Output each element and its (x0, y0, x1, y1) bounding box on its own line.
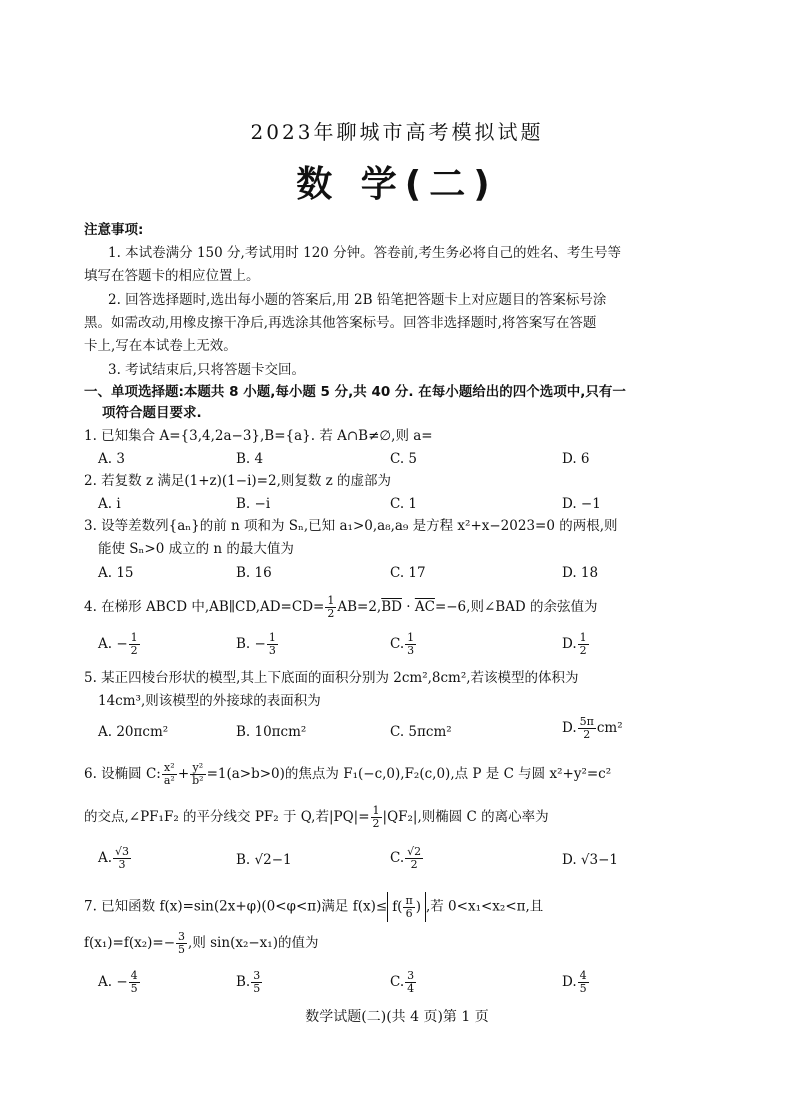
q5-option-c: C. 5πcm² (390, 724, 452, 740)
q4-option-b: B. − $\frac{1}{3}$ (236, 631, 276, 657)
exam-subject: 数 学(二) (296, 164, 498, 205)
q7-option-c: C. $\frac{3}{4}$ (390, 969, 415, 995)
vector-ac: $\overline{AC}$ (414, 599, 435, 615)
question-6-stem-cont: 的交点,∠PF₁F₂ 的平分线交 PF₂ 于 Q,若|PQ|= $\frac{1}{2}$ |QF₂|,则椭圆 C 的离心率为 (84, 804, 549, 830)
section-heading-cont: 项符合题目要求. (102, 405, 202, 421)
q6-option-d: D. √3−1 (562, 852, 619, 868)
page-footer: 数学试题(二)(共 4 页)第 1 页 (305, 1009, 489, 1025)
q3-option-b: B. 16 (236, 565, 272, 581)
question-3-stem-cont: 能使 Sₙ>0 成立的 n 的最大值为 (98, 541, 294, 557)
question-2-stem: 2. 若复数 z 满足(1+z)(1−i)=2,则复数 z 的虚部为 (84, 473, 392, 489)
notice-item-3: 3. 考试结束后,只将答题卡交回。 (108, 362, 305, 378)
vector-bd: $\overline{BD}$ (381, 599, 402, 615)
question-5-stem: 5. 某正四棱台形状的模型,其上下底面的面积分别为 2cm²,8cm²,若该模型的体积为 (84, 670, 579, 686)
question-7-stem-cont: f(x₁)=f(x₂)=− $\frac{3}{5}$ ,则 sin(x₂−x₁)的值为 (84, 930, 319, 956)
question-6-stem: 6. 设椭圆 C: $\frac{\text{x²}}{\text{a²}}$ + $\frac{\text{y²}}{\text{b²}}$ =1(a>b>0)的焦点为 F₁(−c,0),F₂(c,0),点 P 是 C 与圆 x²+y²=c² (84, 761, 612, 787)
notice-item-2-cont2: 卡上,写在本试卷上无效。 (84, 338, 237, 354)
notice-heading: 注意事项: (84, 222, 144, 238)
q7-option-b: B. $\frac{3}{5}$ (236, 969, 261, 995)
q6-option-b: B. √2−1 (236, 852, 292, 868)
q1-option-c: C. 5 (390, 451, 418, 467)
q4-option-a: A. − $\frac{1}{2}$ (98, 631, 138, 657)
q5-option-d: D. $\frac{5\pi}{2}$ cm² (562, 715, 623, 741)
q4-option-c: C. $\frac{1}{3}$ (390, 631, 415, 657)
q1-option-b: B. 4 (236, 451, 264, 467)
q5-option-b: B. 10πcm² (236, 724, 307, 740)
question-5-stem-cont: 14cm³,则该模型的外接球的表面积为 (98, 693, 321, 709)
q3-option-a: A. 15 (98, 565, 134, 581)
q2-option-d: D. −1 (562, 496, 601, 512)
q2-option-a: A. i (98, 496, 121, 512)
q6-option-a: A. $\frac{√3}{3}$ (98, 845, 130, 871)
q1-option-a: A. 3 (98, 451, 125, 467)
question-7-stem: 7. 已知函数 f(x)=sin(2x+φ)(0<φ<π)满足 f(x)≤ f( $\frac{\pi}{6}$ ) ,若 0<x₁<x₂<π,且 (84, 894, 544, 920)
notice-item-1-cont: 填写在答题卡的相应位置上。 (84, 268, 260, 284)
q7-option-d: D. $\frac{4}{5}$ (562, 969, 587, 995)
q7-option-a: A. − $\frac{4}{5}$ (98, 969, 138, 995)
q2-option-b: B. −i (236, 496, 271, 512)
section-heading: 一、单项选择题:本题共 8 小题,每小题 5 分,共 40 分. 在每小题给出的四个选项中,只有一 (84, 384, 626, 400)
q3-option-d: D. 18 (562, 565, 599, 581)
q4-option-d: D. $\frac{1}{2}$ (562, 631, 587, 657)
absolute-value: f( $\frac{\pi}{6}$ ) (387, 892, 426, 922)
question-3-stem: 3. 设等差数列{aₙ}的前 n 项和为 Sₙ,已知 a₁>0,a₈,a₉ 是方程 x²+x−2023=0 的两根,则 (84, 518, 618, 534)
notice-item-2: 2. 回答选择题时,选出每小题的答案后,用 2B 铅笔把答题卡上对应题目的答案标号涂 (108, 292, 607, 308)
fraction: $\frac{1}{2}$ (327, 594, 335, 620)
notice-item-2-cont: 黑。如需改动,用橡皮擦干净后,再选涂其他答案标号。回答非选择题时,将答案写在答题 (84, 315, 597, 331)
q1-option-d: D. 6 (562, 451, 590, 467)
q3-option-c: C. 17 (390, 565, 426, 581)
q6-option-c: C. $\frac{√2}{2}$ (390, 845, 422, 871)
question-1-stem: 1. 已知集合 A={3,4,2a−3},B={a}. 若 A∩B≠∅,则 a= (84, 428, 433, 444)
notice-item-1: 1. 本试卷满分 150 分,考试用时 120 分钟。答卷前,考生务必将自己的姓名、考生号等 (108, 245, 621, 261)
q2-option-c: C. 1 (390, 496, 418, 512)
question-4-stem: 4. 在梯形 ABCD 中,AB∥CD,AD=CD= $\frac{1}{2}$ $AB=2,\overline{BD} \cdot \overline{AC}=-6$,则∠BAD 的余弦值为 (84, 594, 598, 620)
exam-title: 2023年聊城市高考模拟试题 (250, 120, 544, 144)
q5-option-a: A. 20πcm² (98, 724, 169, 740)
